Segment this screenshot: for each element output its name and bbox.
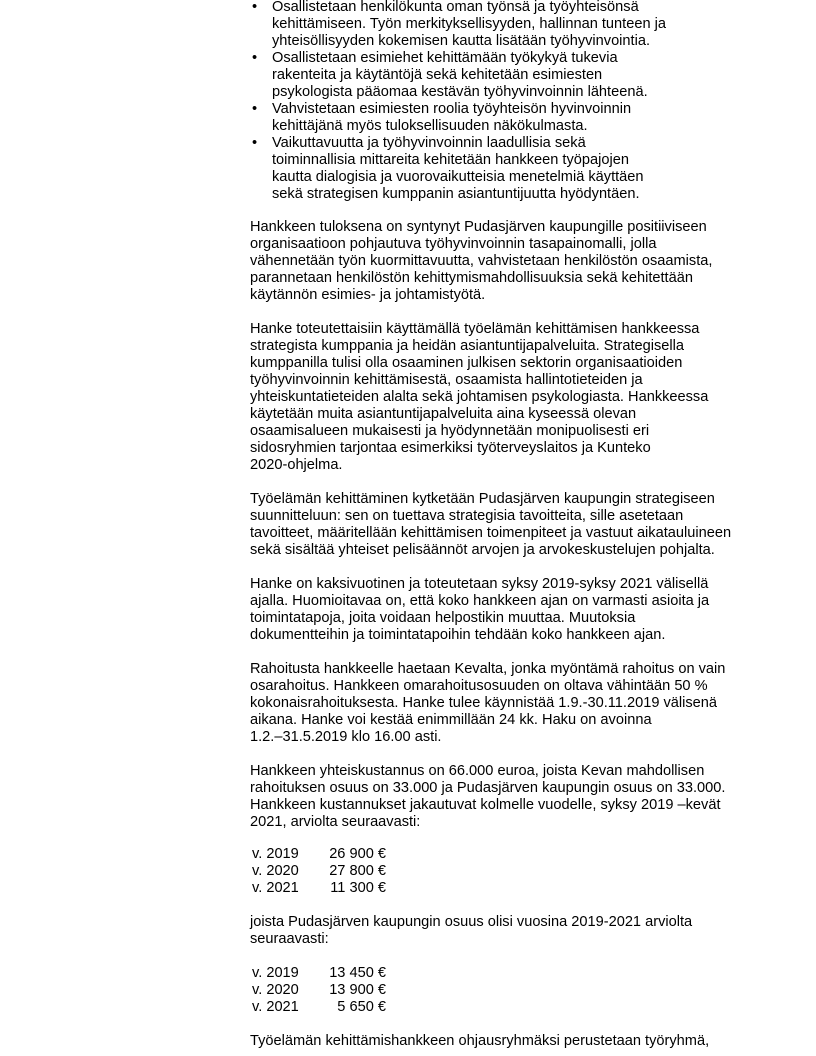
text-line: kumppanilla tulisi olla osaaminen julkisen sektorin organisaatioiden xyxy=(250,355,683,371)
text-line: osarahoitus. Hankkeen omarahoitusosuuden on oltava vähintään 50 % xyxy=(250,678,708,694)
text-line: Osallistetaan henkilökunta oman työnsä ja työyhteisönsä xyxy=(272,0,639,15)
amount-cell: 13 450 € xyxy=(329,965,386,981)
text-line: sekä strategisen kumppanin asiantuntijuutta hyödyntäen. xyxy=(272,186,640,202)
text-line: kokonaisrahoituksesta. Hanke tulee käynnistää 1.9.-30.11.2019 välisenä xyxy=(250,695,718,711)
year-cell: v. 2020 xyxy=(252,982,299,998)
amount-cell: 11 300 € xyxy=(330,880,386,896)
bullet-item xyxy=(250,0,666,50)
paragraph-city-share xyxy=(250,914,692,948)
text-line: 2020-ohjelma. xyxy=(250,457,343,473)
table-row xyxy=(250,999,386,1016)
paragraph-funding xyxy=(250,661,725,746)
paragraph-duration xyxy=(250,576,709,644)
text-line: 1.2.–31.5.2019 klo 16.00 asti. xyxy=(250,729,442,745)
bullet-item xyxy=(250,101,666,135)
text-line: parannetaan henkilöstön kehittymismahdollisuuksia sekä kehitettään xyxy=(250,270,693,286)
text-line: vähennetään työn kuormittavuutta, vahvistetaan henkilöstön osaamista, xyxy=(250,253,713,269)
cost-table-city xyxy=(250,965,386,1016)
text-line: Hankkeen yhteiskustannus on 66.000 euroa, joista Kevan mahdollisen xyxy=(250,763,705,779)
text-line: toimintatapoja, joita voidaan helpostikin muuttaa. Muutoksia xyxy=(250,610,636,626)
bullet-item xyxy=(250,135,666,203)
text-line: tavoitteet, määritellään kehittämisen toimenpiteet ja vastuut aikatauluineen xyxy=(250,525,732,541)
paragraph-strategy xyxy=(250,491,731,559)
paragraph-total-cost xyxy=(250,763,725,831)
text-line: Hankkeen kustannukset jakautuvat kolmelle vuodelle, syksy 2019 –kevät xyxy=(250,797,721,813)
bullet-symbol: • xyxy=(252,135,258,151)
table-row xyxy=(250,965,386,982)
text-line: Hanke toteutettaisiin käyttämällä työelämän kehittämisen hankkeessa xyxy=(250,321,700,337)
text-line: osaamisalueen mukaisesti ja hyödynnetään monipuolisesti eri xyxy=(250,423,650,439)
text-line: rakenteita ja käytäntöjä sekä kehitetään esimiesten xyxy=(272,67,603,83)
bullet-symbol: • xyxy=(252,0,258,15)
year-cell: v. 2019 xyxy=(252,965,299,981)
year-cell: v. 2020 xyxy=(252,863,299,879)
amount-cell: 5 650 € xyxy=(337,999,386,1015)
table-row xyxy=(250,863,386,880)
text-line: psykologista pääomaa kestävän työhyvinvoinnin lähteenä. xyxy=(272,84,648,100)
text-line: kautta dialogisia ja vuorovaikutteisia menetelmiä käyttäen xyxy=(272,169,644,185)
text-line: seuraavasti: xyxy=(250,931,329,947)
year-cell: v. 2021 xyxy=(252,999,299,1015)
cost-table-total xyxy=(250,846,386,897)
text-line: Hankkeen tuloksena on syntynyt Pudasjärven kaupungille positiiviseen xyxy=(250,219,707,235)
text-line: aikana. Hanke voi kestää enimmillään 24 kk. Haku on avoinna xyxy=(250,712,652,728)
table-row xyxy=(250,846,386,863)
year-cell: v. 2021 xyxy=(252,880,299,896)
goals-bullet-list xyxy=(250,0,666,203)
paragraph-results xyxy=(250,219,712,304)
paragraph-steering-group xyxy=(250,1033,709,1050)
text-line: käytännön esimies- ja johtamistyötä. xyxy=(250,287,486,303)
text-line: Vahvistetaan esimiesten roolia työyhteisön hyvinvoinnin xyxy=(272,101,632,117)
text-line: joista Pudasjärven kaupungin osuus olisi vuosina 2019-2021 arviolta xyxy=(250,914,693,930)
text-line: 2021, arviolta seuraavasti: xyxy=(250,814,421,830)
text-line: Rahoitusta hankkeelle haetaan Kevalta, jonka myöntämä rahoitus on vain xyxy=(250,661,726,677)
text-line: ajalla. Huomioitavaa on, että koko hankkeen ajan on varmasti asioita ja xyxy=(250,593,710,609)
text-line: organisaatioon pohjautuva työhyvinvoinnin tasapainomalli, jolla xyxy=(250,236,657,252)
text-line: Hanke on kaksivuotinen ja toteutetaan syksy 2019-syksy 2021 välisellä xyxy=(250,576,709,592)
amount-cell: 27 800 € xyxy=(329,863,386,879)
text-line: Työelämän kehittäminen kytketään Pudasjärven kaupungin strategiseen xyxy=(250,491,715,507)
text-line: kehittäjänä myös tuloksellisuuden näkökulmasta. xyxy=(272,118,588,134)
text-line: strategista kumppania ja heidän asiantuntijapalveluita. Strategisella xyxy=(250,338,685,354)
text-line: käytetään muita asiantuntijapalveluita aina kyseessä olevan xyxy=(250,406,637,422)
text-line: Osallistetaan esimiehet kehittämään työkykyä tukevia xyxy=(272,50,618,66)
text-line: sidosryhmien tarjontaa esimerkiksi työterveyslaitos ja Kunteko xyxy=(250,440,651,456)
bullet-symbol: • xyxy=(252,101,258,117)
text-line: yhteisöllisyyden kokemisen kautta lisätään työhyvinvointia. xyxy=(272,33,651,49)
text-line: dokumentteihin ja toimintatapoihin tehdään koko hankkeen ajan. xyxy=(250,627,666,643)
amount-cell: 26 900 € xyxy=(329,846,386,862)
amount-cell: 13 900 € xyxy=(329,982,386,998)
text-line: sekä sisältää yhteiset pelisäännöt arvojen ja arvokeskustelujen pohjalta. xyxy=(250,542,715,558)
year-cell: v. 2019 xyxy=(252,846,299,862)
table-row xyxy=(250,880,386,897)
text-line: suunnitteluun: sen on tuettava strategisia tavoitteita, sille asetetaan xyxy=(250,508,684,524)
text-line: työhyvinvoinnin kehittämisestä, osaamista hallintotieteiden ja xyxy=(250,372,643,388)
bullet-symbol: • xyxy=(252,50,258,66)
text-line: toiminnallisia mittareita kehitetään hankkeen työpajojen xyxy=(272,152,629,168)
paragraph-implementation xyxy=(250,321,708,474)
text-line: kehittämiseen. Työn merkityksellisyyden, hallinnan tunteen ja xyxy=(272,16,666,32)
table-row xyxy=(250,982,386,999)
bullet-item xyxy=(250,50,666,101)
text-line: rahoituksen osuus on 33.000 ja Pudasjärven kaupungin osuus on 33.000. xyxy=(250,780,726,796)
text-line: Työelämän kehittämishankkeen ohjausryhmäksi perustetaan työryhmä, xyxy=(250,1033,710,1049)
text-line: Vaikuttavuutta ja työhyvinvoinnin laadullisia sekä xyxy=(272,135,586,151)
text-line: yhteiskuntatieteiden alalta sekä johtamisen psykologiasta. Hankkeessa xyxy=(250,389,709,405)
